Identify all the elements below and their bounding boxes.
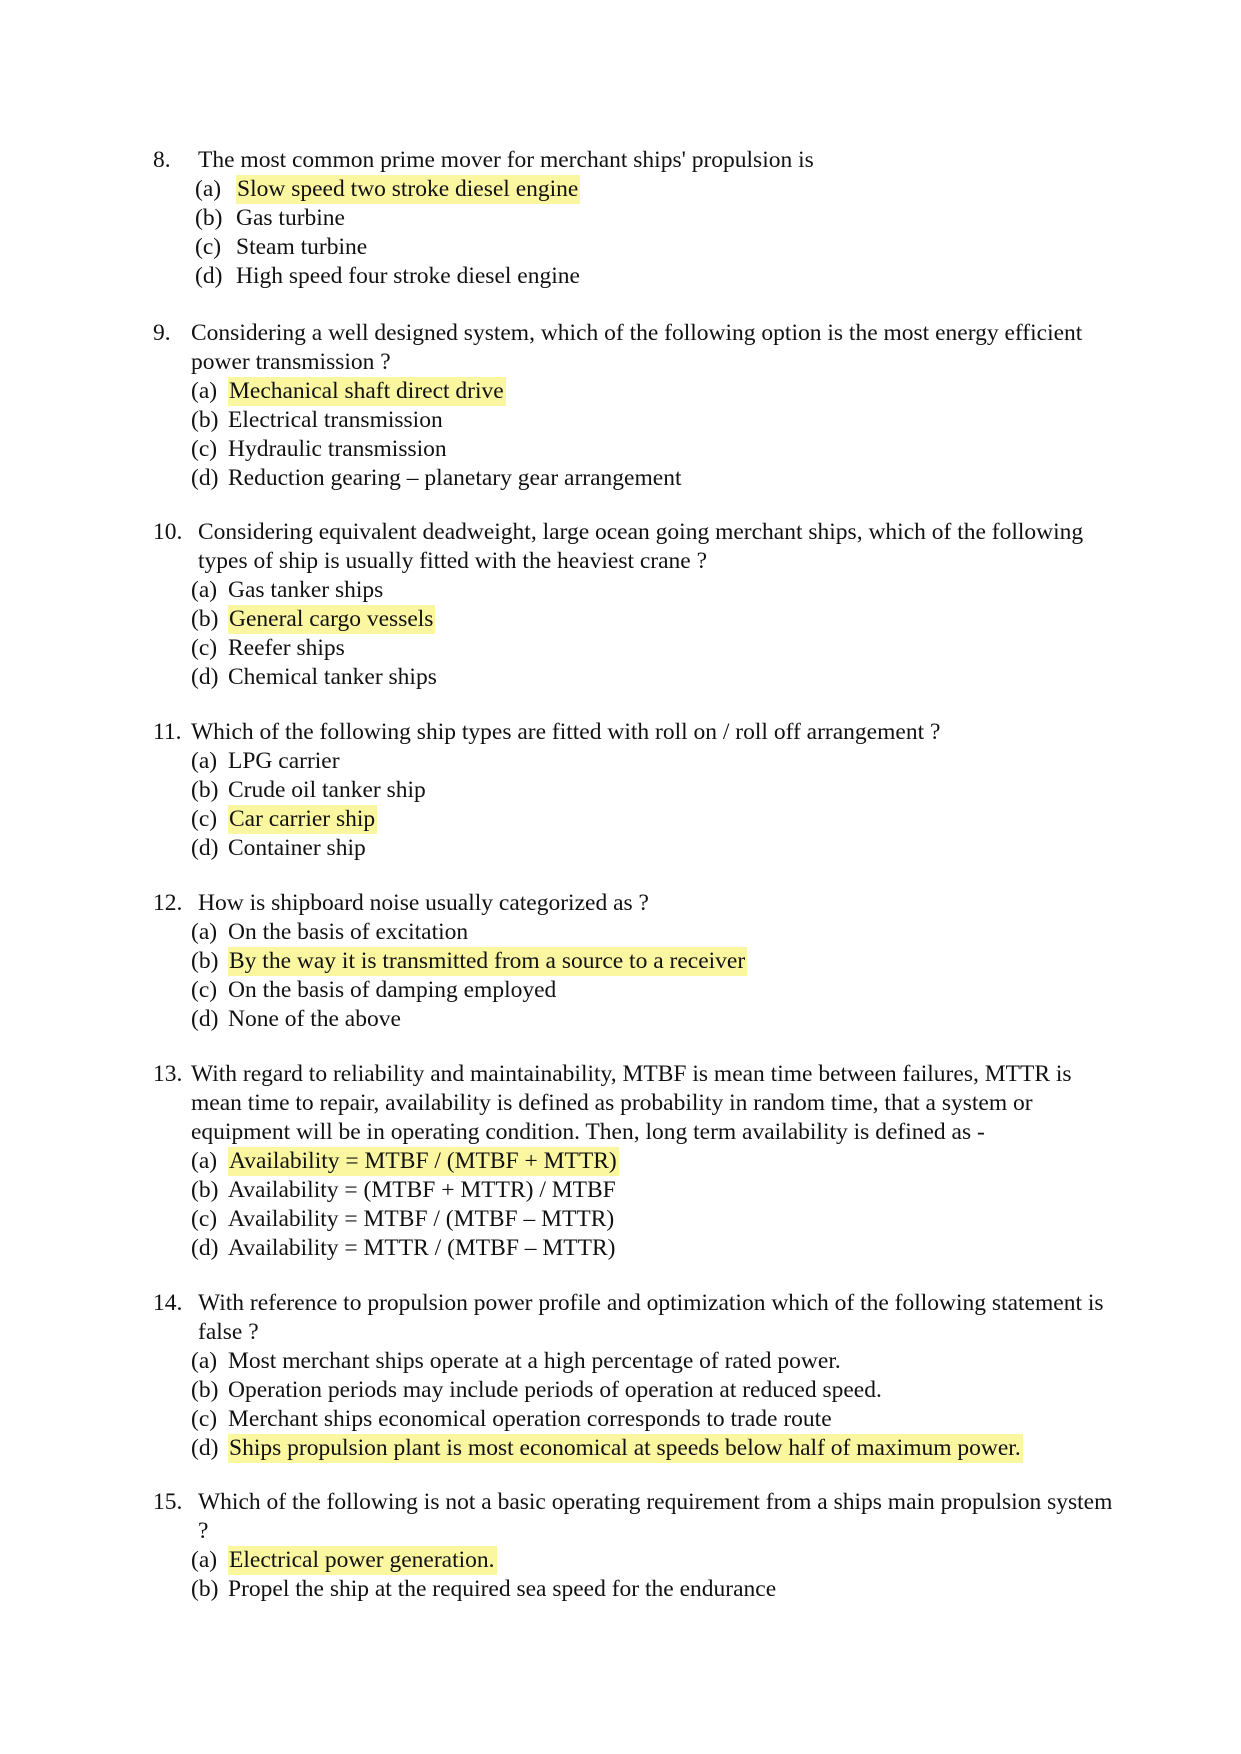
option-text: Operation periods may include periods of operation at reduced speed. bbox=[228, 1377, 882, 1403]
question-text: Considering equivalent deadweight, large ocean going merchant ships, which of the following types of ship is usually fitted with the heaviest crane ? bbox=[198, 519, 1084, 574]
option-text: Merchant ships economical operation corresponds to trade route bbox=[228, 1406, 832, 1432]
option-b bbox=[191, 1176, 1118, 1205]
option-text: Reduction gearing – planetary gear arrangement bbox=[228, 465, 682, 491]
option-b bbox=[191, 1575, 1123, 1604]
option-label: (a) bbox=[191, 748, 218, 774]
options-list bbox=[191, 747, 1123, 863]
options-list bbox=[191, 1546, 1123, 1604]
question-stem bbox=[153, 718, 1123, 747]
option-label: (c) bbox=[191, 635, 218, 661]
question-stem bbox=[153, 146, 1123, 175]
option-text-highlighted: Ships propulsion plant is most economical at speeds below half of maximum power. bbox=[229, 1435, 1021, 1461]
question-stem bbox=[153, 319, 1123, 377]
question-number: 12. bbox=[153, 890, 183, 916]
option-a bbox=[191, 1147, 1118, 1176]
options-list bbox=[191, 1147, 1118, 1263]
option-text: High speed four stroke diesel engine bbox=[236, 263, 580, 289]
option-label: (b) bbox=[191, 1377, 219, 1403]
option-label: (b) bbox=[191, 1576, 219, 1602]
option-text: Container ship bbox=[228, 835, 366, 861]
option-label: (a) bbox=[191, 378, 218, 404]
option-label: (a) bbox=[191, 1348, 218, 1374]
option-c bbox=[191, 1405, 1123, 1434]
question-9 bbox=[153, 319, 1123, 493]
question-stem bbox=[153, 889, 1123, 918]
option-text: Availability = MTBF / (MTBF – MTTR) bbox=[228, 1206, 615, 1232]
option-label: (a) bbox=[191, 1547, 218, 1573]
option-label: (b) bbox=[191, 407, 219, 433]
option-c bbox=[191, 1205, 1118, 1234]
question-11 bbox=[153, 718, 1123, 863]
option-label: (a) bbox=[191, 919, 218, 945]
option-c bbox=[191, 435, 1123, 464]
question-number: 10. bbox=[153, 519, 183, 545]
option-label: (c) bbox=[191, 806, 218, 832]
option-text: Chemical tanker ships bbox=[228, 664, 437, 690]
option-label: (c) bbox=[191, 1406, 218, 1432]
option-label: (b) bbox=[191, 777, 219, 803]
question-12 bbox=[153, 889, 1123, 1034]
option-text: Crude oil tanker ship bbox=[228, 777, 426, 803]
option-a bbox=[191, 377, 1123, 406]
option-d bbox=[191, 663, 1123, 692]
option-d bbox=[191, 1434, 1123, 1463]
option-label: (a) bbox=[191, 1148, 218, 1174]
option-b bbox=[195, 204, 1123, 233]
option-text: Hydraulic transmission bbox=[228, 436, 447, 462]
option-label: (d) bbox=[191, 465, 219, 491]
question-text: The most common prime mover for merchant ships' propulsion is bbox=[198, 147, 814, 173]
option-label: (a) bbox=[195, 176, 222, 202]
question-14 bbox=[153, 1289, 1123, 1463]
option-a bbox=[191, 1546, 1123, 1575]
option-d bbox=[191, 834, 1123, 863]
option-d bbox=[191, 464, 1123, 493]
option-text: Steam turbine bbox=[236, 234, 368, 260]
option-b bbox=[191, 406, 1123, 435]
question-number: 8. bbox=[153, 147, 171, 173]
option-label: (c) bbox=[191, 977, 218, 1003]
option-label: (c) bbox=[191, 1206, 218, 1232]
question-text: With reference to propulsion power profile and optimization which of the following statement is false ? bbox=[198, 1290, 1104, 1345]
option-text: Propel the ship at the required sea speed for the endurance bbox=[228, 1576, 777, 1602]
option-c bbox=[191, 976, 1123, 1005]
question-text: Which of the following is not a basic operating requirement from a ships main propulsion system ? bbox=[198, 1489, 1113, 1544]
option-label: (d) bbox=[191, 835, 219, 861]
option-a bbox=[191, 1347, 1123, 1376]
question-text: With regard to reliability and maintainability, MTBF is mean time between failures, MTTR is mean time to repair, availability is defined as probability in random time, that a system or equipment will be in operating condition. Then, long term availability is defined as - bbox=[191, 1061, 1072, 1145]
option-label: (b) bbox=[191, 948, 219, 974]
options-list bbox=[191, 377, 1123, 493]
option-text: None of the above bbox=[228, 1006, 401, 1032]
option-label: (d) bbox=[191, 1006, 219, 1032]
question-13 bbox=[153, 1060, 1118, 1263]
option-b bbox=[191, 776, 1123, 805]
option-text: LPG carrier bbox=[228, 748, 340, 774]
question-number: 15. bbox=[153, 1489, 183, 1515]
question-number: 9. bbox=[153, 320, 171, 346]
option-c bbox=[191, 634, 1123, 663]
option-text-highlighted: By the way it is transmitted from a source to a receiver bbox=[229, 948, 746, 974]
question-text: Considering a well designed system, which of the following option is the most energy efficient power transmission ? bbox=[191, 320, 1083, 375]
question-8 bbox=[153, 146, 1123, 291]
option-text: Availability = MTTR / (MTBF – MTTR) bbox=[228, 1235, 616, 1261]
option-label: (d) bbox=[191, 1435, 219, 1461]
option-a bbox=[191, 747, 1123, 776]
option-text-highlighted: Electrical power generation. bbox=[229, 1547, 495, 1573]
option-d bbox=[195, 262, 1123, 291]
option-text-highlighted: Mechanical shaft direct drive bbox=[229, 378, 504, 404]
options-list bbox=[191, 175, 1123, 291]
option-text-highlighted: Availability = MTBF / (MTBF + MTTR) bbox=[229, 1148, 617, 1174]
question-number: 11. bbox=[153, 719, 182, 745]
option-label: (b) bbox=[191, 606, 219, 632]
question-stem bbox=[153, 1488, 1123, 1546]
option-text: Most merchant ships operate at a high percentage of rated power. bbox=[228, 1348, 841, 1374]
options-list bbox=[191, 1347, 1123, 1463]
question-15 bbox=[153, 1488, 1123, 1604]
option-a bbox=[191, 576, 1123, 605]
option-text: Electrical transmission bbox=[228, 407, 443, 433]
option-c bbox=[191, 805, 1123, 834]
option-label: (b) bbox=[191, 1177, 219, 1203]
question-number: 13. bbox=[153, 1061, 183, 1087]
question-stem bbox=[153, 1060, 1118, 1147]
option-text: On the basis of damping employed bbox=[228, 977, 557, 1003]
question-10 bbox=[153, 518, 1123, 692]
option-label: (a) bbox=[191, 577, 218, 603]
option-d bbox=[191, 1005, 1123, 1034]
option-text: Gas tanker ships bbox=[228, 577, 384, 603]
option-label: (c) bbox=[191, 436, 218, 462]
question-number: 14. bbox=[153, 1290, 183, 1316]
option-label: (d) bbox=[195, 263, 223, 289]
option-label: (b) bbox=[195, 205, 223, 231]
option-c bbox=[195, 233, 1123, 262]
option-b bbox=[191, 1376, 1123, 1405]
option-label: (d) bbox=[191, 1235, 219, 1261]
option-d bbox=[191, 1234, 1118, 1263]
option-a bbox=[191, 918, 1123, 947]
question-text: Which of the following ship types are fitted with roll on / roll off arrangement ? bbox=[191, 719, 941, 745]
option-text-highlighted: General cargo vessels bbox=[229, 606, 434, 632]
options-list bbox=[191, 576, 1123, 692]
option-text: On the basis of excitation bbox=[228, 919, 469, 945]
question-text: How is shipboard noise usually categorized as ? bbox=[198, 890, 649, 916]
option-label: (c) bbox=[195, 234, 222, 260]
option-text: Reefer ships bbox=[228, 635, 345, 661]
option-a bbox=[195, 175, 1123, 204]
question-stem bbox=[153, 518, 1123, 576]
question-stem bbox=[153, 1289, 1123, 1347]
option-text-highlighted: Slow speed two stroke diesel engine bbox=[237, 176, 579, 202]
option-text: Availability = (MTBF + MTTR) / MTBF bbox=[228, 1177, 616, 1203]
option-b bbox=[191, 605, 1123, 634]
option-label: (d) bbox=[191, 664, 219, 690]
options-list bbox=[191, 918, 1123, 1034]
option-text-highlighted: Car carrier ship bbox=[229, 806, 376, 832]
option-text: Gas turbine bbox=[236, 205, 345, 231]
option-b bbox=[191, 947, 1123, 976]
